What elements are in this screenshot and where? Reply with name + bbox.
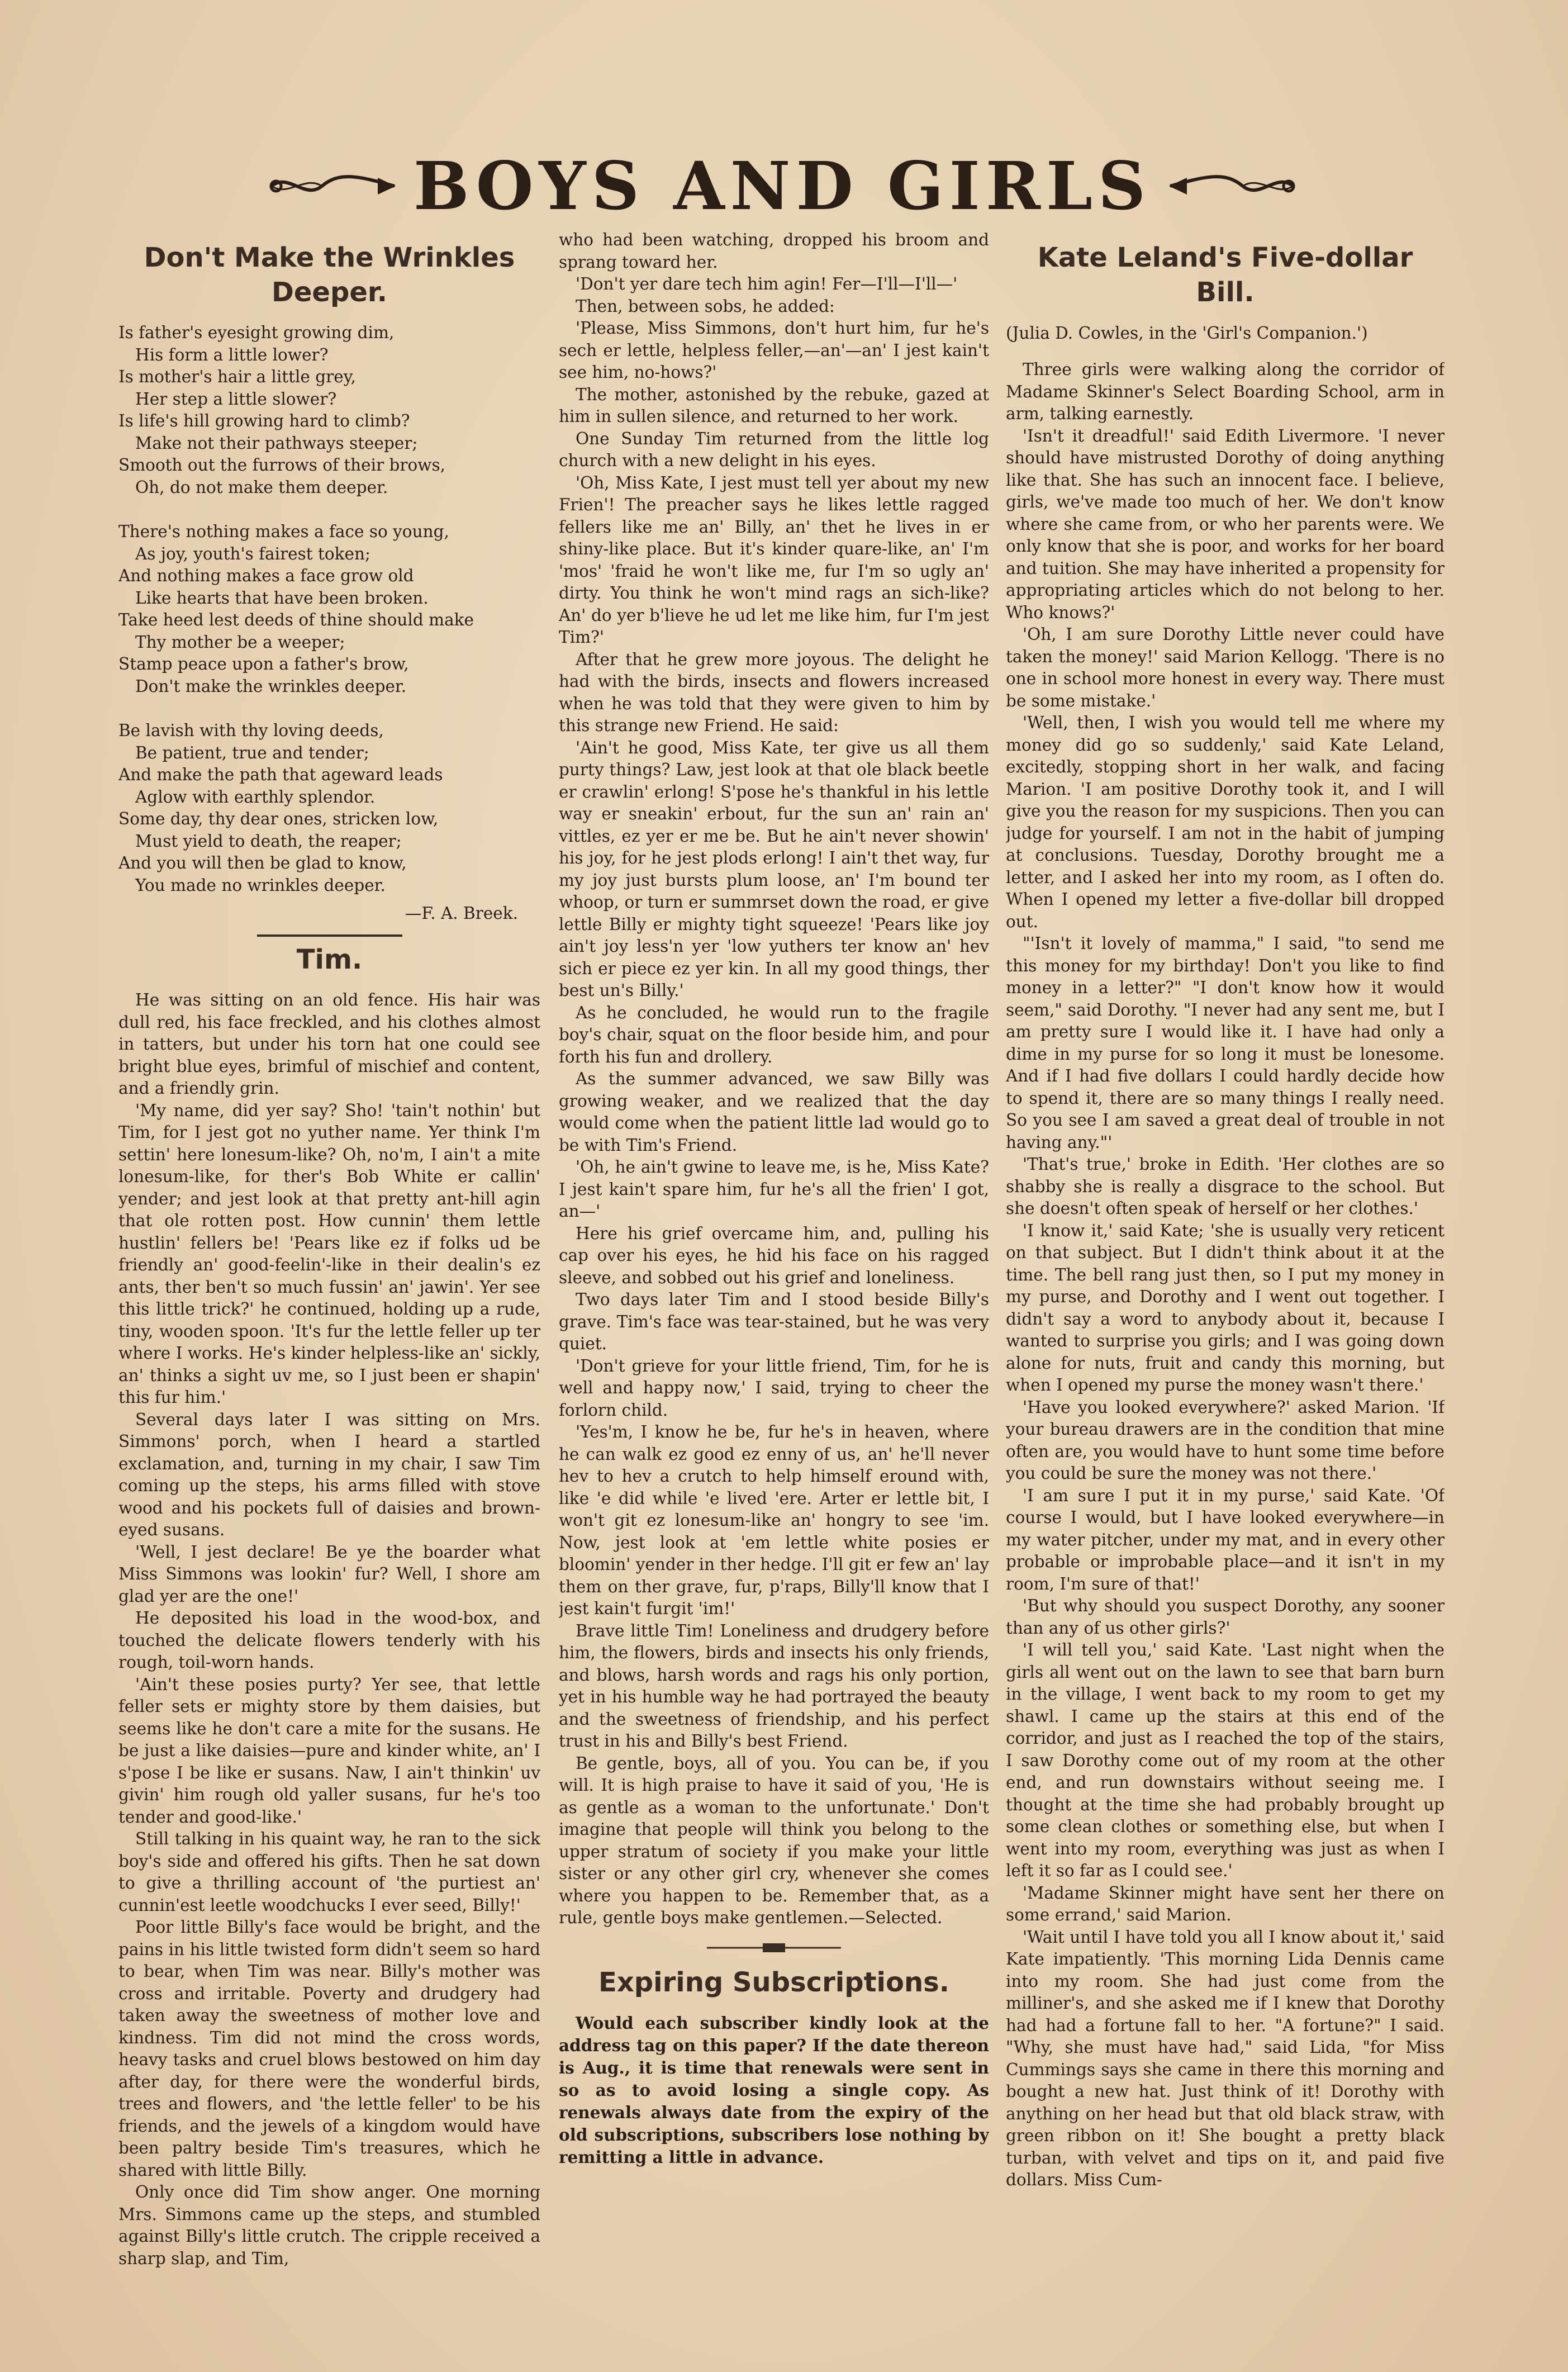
paragraph: He deposited his load in the wood-box, and touched the delicate flowers tenderly with his rough, toil-worn hands. [118, 1609, 540, 1672]
poem-stanza [118, 521, 540, 698]
paragraph: 'Don't grieve for your little friend, Tim, for he is well and happy now,' I said, trying to cheer the forlorn child. [559, 1356, 989, 1420]
column-3 [1006, 229, 1445, 2327]
paragraph: 'Have you looked everywhere?' asked Marion. 'If your bureau drawers are in the condition that mine often are, you would have to hunt some time before you could be sure the money was not there.' [1006, 1397, 1445, 1483]
paragraph: 'Well, then, I wish you would tell me where my money did go so suddenly,' said Kate Leland, excitedly, stopping short in her walk, and facing Marion. 'I am positive Dorothy took it, and I will give you the reason for my suspicions. Then you can judge for yourself. I am not in the habit of jumping at conclusions. Tuesday, Dorothy brought me a letter, and I asked her into my room, as I often do. When I opened my letter a five-dollar bill dropped out. [1006, 713, 1445, 931]
expiring-title: Expiring Subscriptions. [598, 1966, 949, 1998]
paragraph: 'That's true,' broke in Edith. 'Her clothes are so shabby she is really a disgrace to the school. But she doesn't often speak of herself or her clothes.' [1006, 1155, 1445, 1218]
paragraph: who had been watching, dropped his broom and sprang toward her. [559, 230, 989, 272]
poem-line: Smooth out the furrows of their brows, [118, 456, 446, 475]
paragraph: 'Oh, I am sure Dorothy Little never could have taken the money!' said Marion Kellogg. 'There is no one in school more honest in every way. There must be some mistake.' [1006, 625, 1445, 710]
paragraph: Be gentle, boys, all of you. You can be, if you will. It is high praise to have it said of you, 'He is as gentle as a woman to the unfortunate.' Don't imagine that people will think you belong to the upper stratum of society if you make your little sister or any other girl cry, whenever she comes where you happen to be. Remember that, as a rule, gentle boys make gentlemen.—Selected. [559, 1753, 989, 1927]
poem-line: His form a little lower? [135, 345, 329, 364]
paragraph: Brave little Tim! Loneliness and drudgery before him, the flowers, birds and insects his only friends, and blows, harsh words and rags his only portion, yet in his humble way he had portrayed the beauty and the sweetness of friendship, and his perfect trust in his and Billy's best Friend. [559, 1621, 989, 1750]
paragraph: 'Oh, Miss Kate, I jest must tell yer about my new Frien'! The preacher says he likes lettle ragged fellers like me an' Billy, an' thet he lives in er shiny-like place. But it's kinder quare-like, an' I'm 'mos' 'fraid he won't like me, fur I'm so ugly an' dirty. You think he won't mind rags an sich-like? An' do yer b'lieve he ud let me like him, fur I'm jest Tim?' [559, 473, 989, 647]
paragraph: 'I am sure I put it in my purse,' said Kate. 'Of course I would, but I have looked everywhere—in my water pitcher, under my mat, and in every other probable or improbable place—and it isn't in my room, I'm sure of that!' [1006, 1486, 1445, 1593]
poem-line: Take heed lest deeds of thine should make [118, 610, 474, 629]
poem-stanza [118, 322, 540, 499]
poem-line: Stamp peace upon a father's brow, [118, 654, 409, 673]
poem-line: Is life's hill growing hard to climb? [118, 411, 410, 430]
poem-line: Some day, thy dear ones, stricken low, [118, 809, 439, 828]
poem-line: Aglow with earthly splendor. [135, 787, 376, 807]
paragraph: "'Isn't it lovely of mamma," I said, "to send me this money for my birthday! Don't you like to find money in a letter?" "I don't know how it would seem," said Dorothy. "I never had any sent me, but I am pretty sure I would like it. I have had only a dime in my purse for so long it must be lonesome. And if I had five dollars I could hardly decide how to spend it, there are so many things I really need. So you see I am saved a great deal of trouble in not having any."' [1006, 934, 1445, 1152]
paragraph: 'Ain't these posies purty? Yer see, that lettle feller sets er mighty store by them daisies, but seems like he don't care a mite for the susans. He be just a like daisies—pure and kinder white, an' I s'pose I be like er susans. Naw, I ain't thinkin' uv givin' him rough old yaller susans, fur he's too tender and good-like.' [118, 1674, 540, 1827]
paragraph: 'Madame Skinner might have sent her there on some errand,' said Marion. [1006, 1883, 1445, 1924]
poem-line: And make the path that ageward leads [118, 765, 443, 784]
kate-credit: (Julia D. Cowles, in the 'Girl's Companion.') [1006, 324, 1368, 343]
poem-author: —F. A. Breek. [405, 904, 518, 923]
paragraph: 'Oh, he ain't gwine to leave me, is he, Miss Kate? I jest kain't spare him, fur he's all the frien' I got, an—' [559, 1157, 989, 1221]
paragraph: 'I will tell you,' said Kate. 'Last night when the girls all went out on the lawn to see that barn burn in the village, I went back to my room to get my shawl. I came up the stairs at this end of the corridor, and just as I reached the top of the stairs, I saw Dorothy come out of my room at the other end, and run downstairs without seeing me. I thought at the time she had probably brought up some clean clothes or something else, but when I went into my room, everything was just as when I left it so far as I could see.' [1006, 1640, 1445, 1880]
paragraph: 'Ain't he good, Miss Kate, ter give us all them purty things? Law, jest look at that ole black beetle er crawlin' erlong! S'pose he's thankful in his lettle way er sneakin' erbout, fur the sun an' rain an' vittles, ez yer er me be. But he ain't never showin' his joy, for he jest plods erlong! I ain't thet way, fur my joy just bursts plum loose, an' I'm bound ter whoop, or turn er summrset down the road, er give lettle Billy er mighty tight squeeze! 'Pears like joy ain't joy less'n yer 'low yuthers ter know an' hev sich er piece ez yer kin. In all my good things, ther best un's Billy.' [559, 738, 989, 1000]
paragraph: 'I know it,' said Kate; 'she is usually very reticent on that subject. But I didn't think about it at the time. The bell rang just then, so I put my money in my purse, and Dorothy and I went out together. I didn't say a word to anybody about it, because I wanted to surprise you girls; and I was going down alone for nuts, fruit and candy this morning, but when I opened my purse the money wasn't there.' [1006, 1221, 1445, 1394]
paragraph: As he concluded, he would run to the fragile boy's chair, squat on the floor beside him, and pour forth his fun and drollery. [559, 1003, 989, 1066]
paragraph: Then, between sobs, he added: [576, 296, 835, 316]
poem-line: Make not their pathways steeper; [135, 433, 418, 453]
expiring-notice: Would each subscriber kindly look at the address tag on this paper? If the date thereon is Aug., it is time that renewals were sent in so as to avoid losing a single copy. As renewals always date from the expiry of the old subscriptions, subscribers lose nothing by remitting a little in advance. [559, 2013, 989, 2167]
paragraph: Two days later Tim and I stood beside Billy's grave. Tim's face was tear-stained, but he was very quiet. [559, 1290, 989, 1353]
poem-line: Is father's eyesight growing dim, [118, 323, 395, 342]
page-title: BOYS AND GIRLS [413, 147, 1152, 225]
paragraph: He was sitting on an old fence. His hair was dull red, his face freckled, and his clothes almost in tatters, but under his torn hat one could see bright blue eyes, brimful of mischief and content, and a friendly grin. [118, 990, 540, 1098]
kate-title: Kate Leland's Five-dollar Bill. [1037, 242, 1413, 308]
poem-line: Must yield to death, the reaper; [135, 831, 402, 851]
paragraph: Several days later I was sitting on Mrs. Simmons' porch, when I heard a startled exclamation, and, turning in my chair, I saw Tim coming up the steps, his arms filled with stove wood and his pockets full of daisies and brown-eyed susans. [118, 1410, 540, 1539]
paragraph: Only once did Tim show anger. One morning Mrs. Simmons came up the steps, and stumbled against Billy's little crutch. The cripple received a sharp slap, and Tim, [118, 2183, 540, 2268]
column-1 [118, 229, 540, 2327]
poem-line: Like hearts that have been broken. [135, 588, 429, 608]
poem-body [118, 322, 540, 896]
paragraph: After that he grew more joyous. The delight he had with the birds, insects and flowers increased when he was told that they were given to him by this strange new Friend. He said: [559, 649, 989, 735]
paragraph: 'Isn't it dreadful!' said Edith Livermore. 'I never should have mistrusted Dorothy of doing anything like that. She has such an innocent face. I believe, girls, we've made too much of her. We don't know where she came from, or who her parents were. We only know that she is poor, and works for her board and tuition. She may have inherited a propensity for appropriating articles which do not belong to her. Who knows?' [1006, 426, 1445, 622]
section-divider [257, 934, 402, 937]
paragraph: Poor little Billy's face would be bright, and the pains in his little twisted form didn't seem so hard to bear, when Tim was near. Billy's mother was cross and irritable. Poverty and drudgery had taken away the sweetness of mother love and kindness. Tim did not mind the cross words, heavy tasks and cruel blows bestowed on him day after day, for there were the wonderful birds, trees and flowers, and 'the lettle feller' to be his friends, and the jewels of a kingdom would have been paltry beside Tim's treasures, which he shared with little Billy. [118, 1918, 540, 2180]
paragraph: 'Don't yer dare tech him agin! Fer—I'll—I'll—' [576, 274, 958, 293]
poem-line: And you will then be glad to know, [118, 853, 407, 872]
paragraph: 'Well, I jest declare! Be ye the boarder what Miss Simmons was lookin' fur? Well, I shore am glad yer are the one!' [118, 1542, 540, 1606]
poem-line: Thy mother be a weeper; [135, 632, 345, 652]
poem-line: As joy, youth's fairest token; [135, 544, 370, 563]
paragraph: As the summer advanced, we saw Billy was growing weaker, and we realized that the day would come when the patient little lad would go to be with Tim's Friend. [559, 1069, 989, 1155]
paragraph: One Sunday Tim returned from the little log church with a new delight in his eyes. [559, 429, 989, 470]
paragraph: The mother, astonished by the rebuke, gazed at him in sullen silence, and returned to her work. [559, 385, 989, 426]
poem-line: Be lavish with thy loving deeds, [118, 721, 384, 740]
tim-title: Tim. [296, 944, 363, 975]
poem-line: Don't make the wrinkles deeper. [135, 676, 407, 696]
column-2 [559, 229, 989, 2327]
paragraph: 'Yes'm, I know he be, fur he's in heaven, where he can walk ez good ez enny of us, an' he'll never hev to hev a crutch to help himself eround with, like 'e did while 'e lived 'ere. Arter er lettle bit, I won't git ez lonesum-like an' hongry to see 'im. Now, jest look at 'em lettle white posies er bloomin' yender in ther hedge. I'll git er few an' lay them on ther grave, fur, p'raps, Billy'll know that I jest kain't furgit 'im!' [559, 1422, 989, 1618]
tim-story-part-1 [118, 989, 540, 2270]
paragraph: Three girls were walking along the corridor of Madame Skinner's Select Boarding School, arm in arm, talking earnestly. [1006, 360, 1445, 423]
paragraph: 'Wait until I have told you all I know about it,' said Kate impatiently. 'This morning Lida Dennis came into my room. She had just come from the milliner's, and she asked me if I knew that Dorothy had had a fortune fall to her. "A fortune?" I said. "Why, she must have had," said Lida, "for Miss Cummings says she came in there this morning and bought a new hat. Just think of it! Dorothy with anything on her head but that old black straw, with green ribbon on it! She bought a pretty black turban, with velvet and tips on it, and paid five dollars. Miss Cum- [1006, 1927, 1445, 2189]
paragraph: Still talking in his quaint way, he ran to the sick boy's side and offered his gifts. Then he sat down to give a thrilling account of 'the purtiest an' cunnin'est leetle woodchucks I ever seed, Billy!' [118, 1829, 540, 1915]
poem-line: Oh, do not make them deeper. [135, 477, 388, 497]
poem-line: Her step a little slower? [135, 389, 337, 409]
poem-title: Don't Make the Wrinkles Deeper. [144, 242, 515, 308]
poem-stanza [118, 720, 540, 896]
tim-story-part-2 [559, 229, 989, 1929]
ornamental-rule-icon [707, 1942, 841, 1954]
kate-story [1006, 359, 1445, 2191]
paragraph: 'But why should you suspect Dorothy, any sooner than any of us other girls?' [1006, 1596, 1445, 1638]
paragraph: 'My name, did yer say? Sho! 'tain't nothin' but Tim, for I jest got no yuther name. Yer think I'm settin' here lonesum-like? Oh, no'm, I ain't a mite lonesum-like, for ther's Bob White er callin' yender; and jest look at that pretty ant-hill agin that ole rotten post. How cunnin' them lettle hustlin' fellers be! 'Pears like ez if folks ud be friendly an' good-feelin'-like in their dealin's ez ants, ther ben't so much fussin' an' jawin'. Yer see this little trick?' he continued, holding up a rude, tiny, wooden spoon. 'It's fur the lettle feller up ter where I works. He's kinder helpless-like an' sickly, an' thinks a sight uv me, so I just been er shapin' this fur him.' [118, 1100, 540, 1407]
right-ornament-icon [1165, 167, 1299, 206]
poem-line: You made no wrinkles deeper. [135, 875, 386, 895]
paragraph: Here his grief overcame him, and, pulling his cap over his eyes, he hid his face on his ragged sleeve, and sobbed out his grief and loneliness. [559, 1223, 989, 1287]
poem-line: There's nothing makes a face so young, [118, 522, 449, 541]
poem-line: And nothing makes a face grow old [118, 566, 414, 585]
poem-line: Is mother's hair a little grey, [118, 367, 356, 386]
left-ornament-icon [266, 167, 400, 206]
masthead [246, 147, 1319, 225]
paragraph: 'Please, Miss Simmons, don't hurt him, fur he's sech er lettle, helpless feller,—an'—an' I jest kain't see him, no-hows?' [559, 319, 989, 382]
poem-line: Be patient, true and tender; [135, 743, 369, 762]
